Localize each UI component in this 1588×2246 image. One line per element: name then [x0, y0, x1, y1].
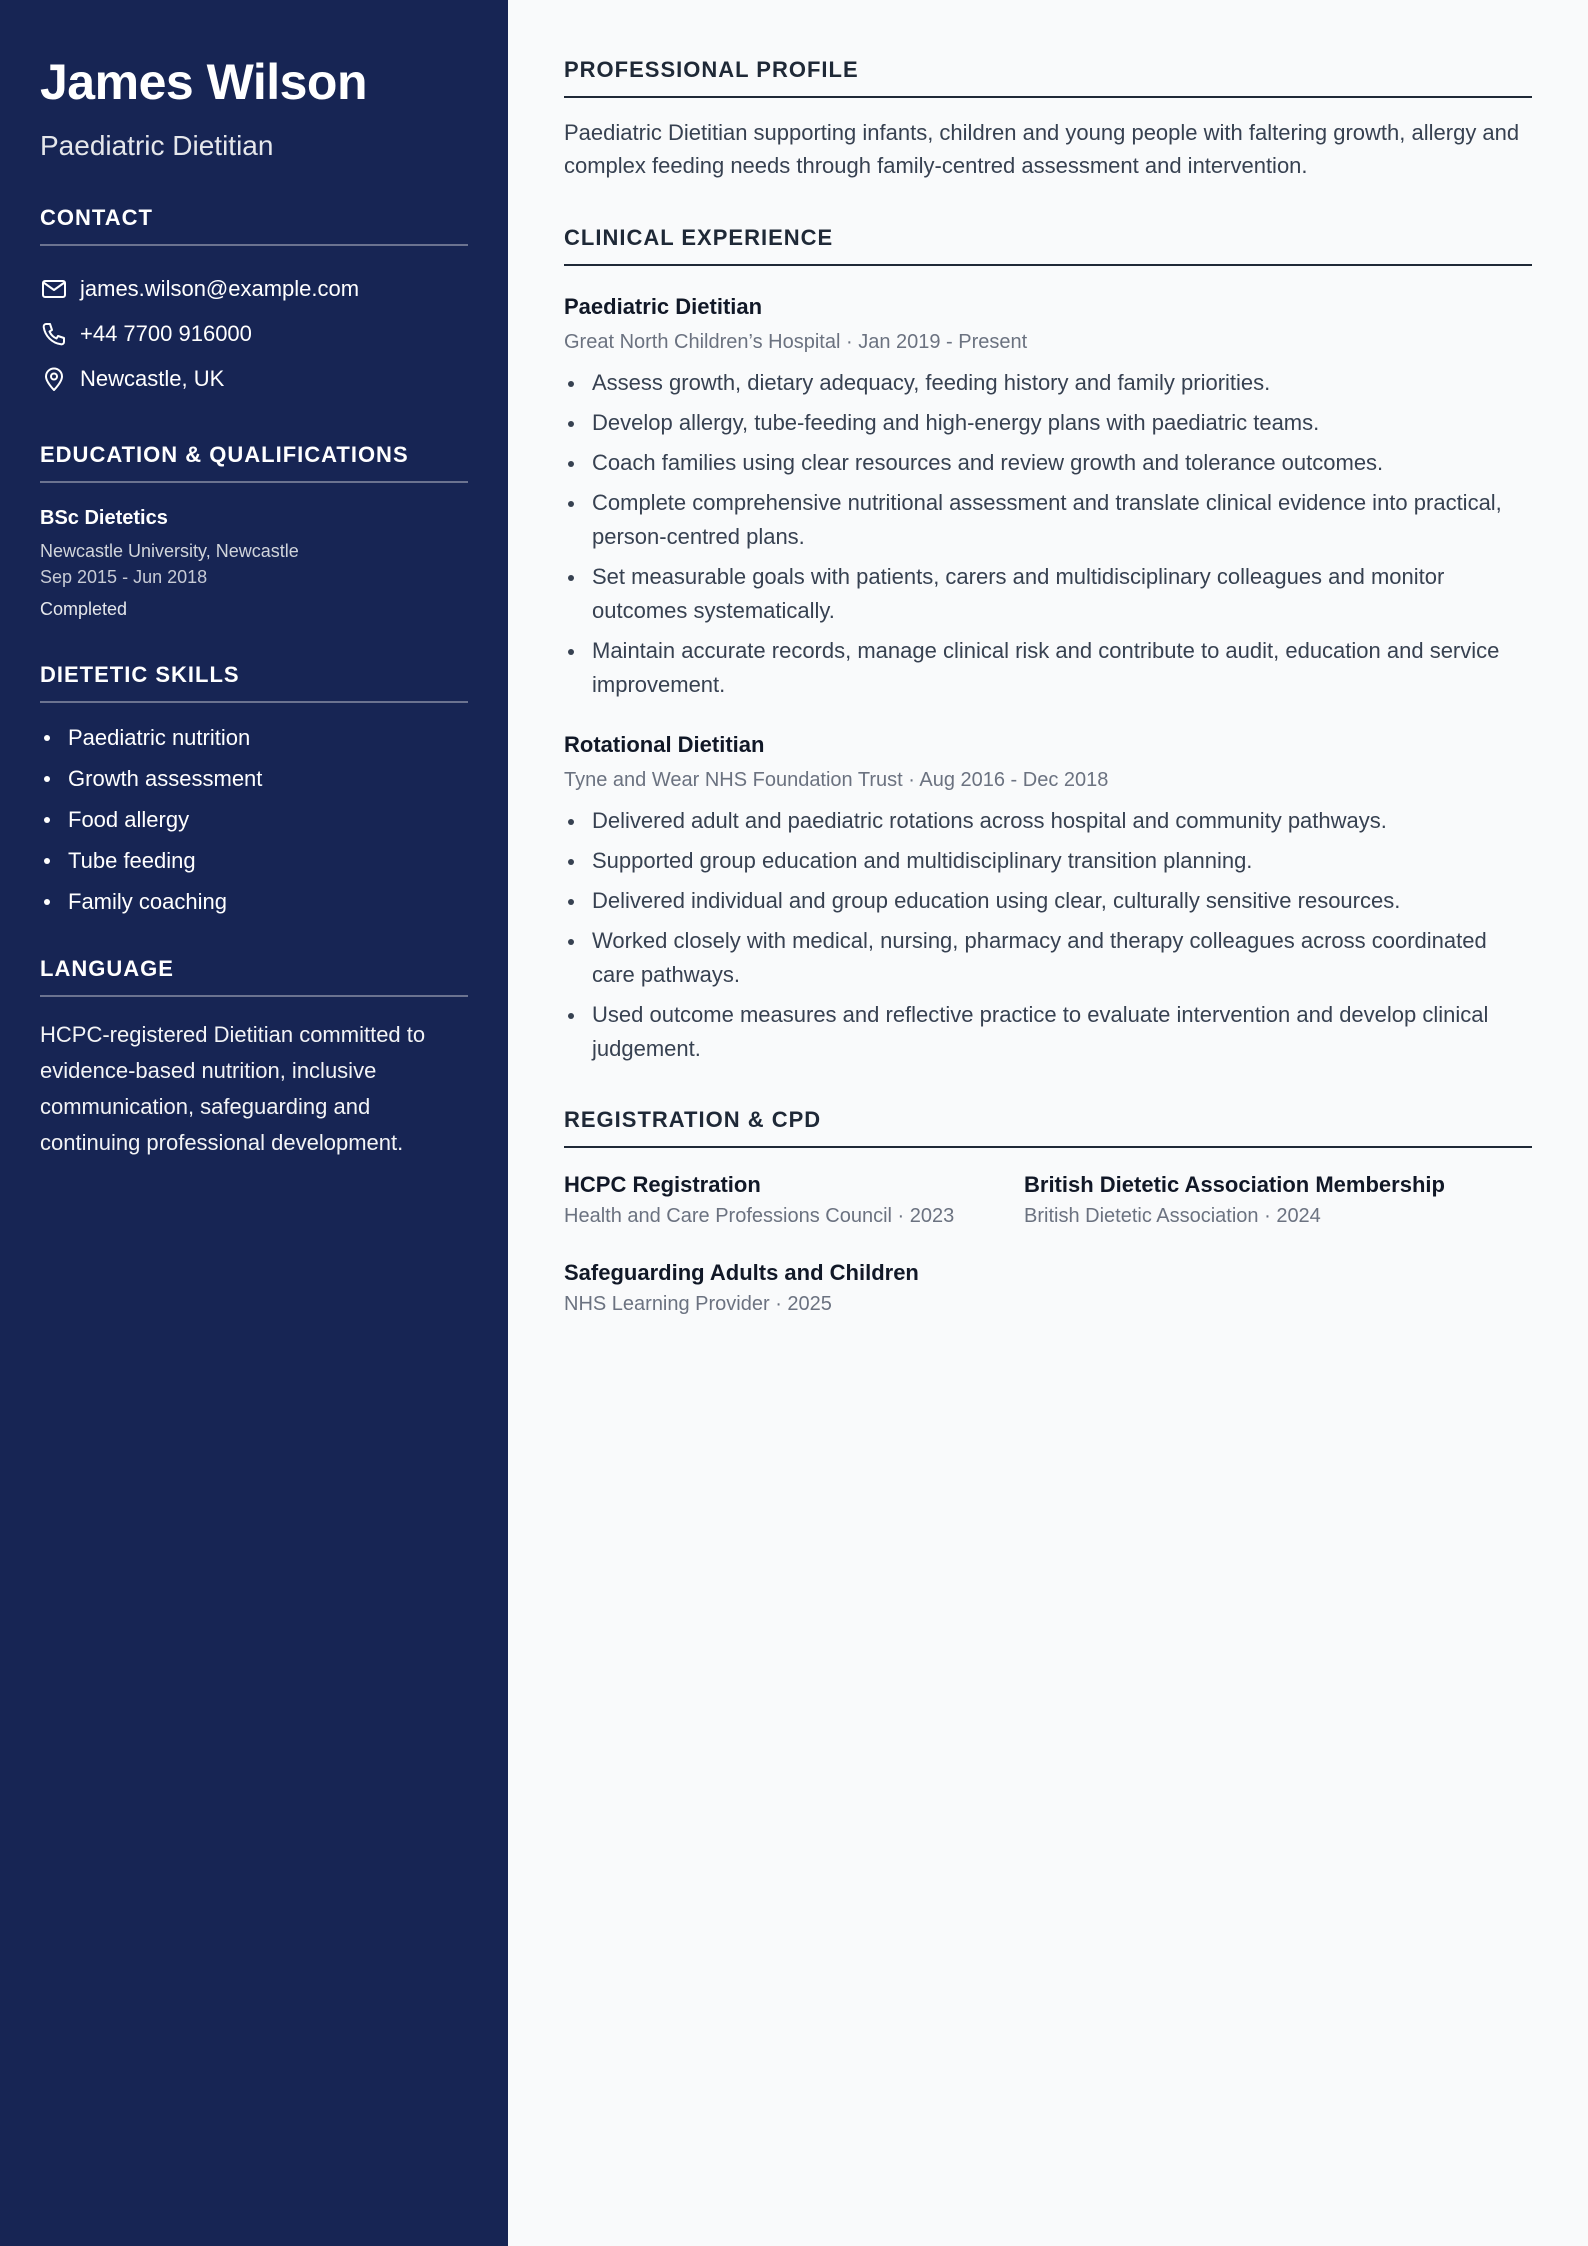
skills-list: [40, 723, 468, 917]
registration-item: [564, 1170, 1024, 1230]
education-status: Completed: [40, 599, 128, 619]
education-degree: BSc Dietetics: [40, 507, 168, 529]
skill-item: Growth assessment: [40, 764, 468, 794]
job-bullet: Coach families using clear resources and review growth and tolerance outcomes.: [564, 446, 1532, 480]
registration-title: Safeguarding Adults and Children: [564, 1260, 919, 1285]
job-bullet: Supported group education and multidisciplinary transition planning.: [564, 844, 1532, 878]
language-heading: LANGUAGE: [40, 955, 468, 997]
registration-title: British Dietetic Association Membership: [1024, 1172, 1445, 1197]
profile-text: Paediatric Dietitian supporting infants, children and young people with faltering growth, allergy and complex feeding needs through family-centred assessment and intervention.: [564, 120, 1520, 178]
phone-text: +44 7700 916000: [80, 320, 252, 346]
contact-email[interactable]: [40, 266, 468, 311]
registration-item: [1024, 1170, 1484, 1230]
skill-item: Family coaching: [40, 887, 468, 917]
language-text: HCPC-registered Dietitian committed to evidence-based nutrition, inclusive communication, safeguarding and continuing professional development.: [40, 1022, 426, 1155]
skills-heading: DIETETIC SKILLS: [40, 661, 468, 703]
job-entry-title: Rotational Dietitian: [564, 732, 765, 757]
job-bullet: Set measurable goals with patients, carers and multidisciplinary colleagues and monitor outcomes systematically.: [564, 560, 1532, 628]
location-text: Newcastle, UK: [80, 365, 225, 391]
contact-phone[interactable]: [40, 311, 468, 356]
job-title: Paediatric Dietitian: [40, 130, 274, 161]
job-entry-meta: Tyne and Wear NHS Foundation Trust · Aug 2016 - Dec 2018: [564, 769, 1109, 791]
skill-item: Tube feeding: [40, 846, 468, 876]
sidebar: [0, 0, 508, 2246]
location-pin-icon: [40, 365, 68, 393]
job-bullet: Assess growth, dietary adequacy, feeding history and family priorities.: [564, 366, 1532, 400]
job-bullet: Maintain accurate records, manage clinical risk and contribute to audit, education and service improvement.: [564, 634, 1532, 702]
registration-grid: [564, 1170, 1532, 1318]
registration-heading: REGISTRATION & CPD: [564, 1106, 1532, 1148]
contact-list: [40, 266, 468, 401]
registration-meta: NHS Learning Provider · 2025: [564, 1293, 832, 1315]
experience-heading: CLINICAL EXPERIENCE: [564, 224, 1532, 266]
registration-meta: Health and Care Professions Council · 2023: [564, 1205, 955, 1227]
job-bullet: Develop allergy, tube-feeding and high-energy plans with paediatric teams.: [564, 406, 1532, 440]
job-bullet: Complete comprehensive nutritional assessment and translate clinical evidence into practical, person-centred plans.: [564, 486, 1532, 554]
job-bullet: Delivered adult and paediatric rotations across hospital and community pathways.: [564, 804, 1532, 838]
skill-item: Food allergy: [40, 805, 468, 835]
job-bullets: [564, 366, 1532, 702]
job-entry-title: Paediatric Dietitian: [564, 294, 763, 319]
profile-heading: PROFESSIONAL PROFILE: [564, 56, 1532, 98]
education-school: Newcastle University, Newcastle: [40, 541, 299, 561]
job-bullet: Delivered individual and group education using clear, culturally sensitive resources.: [564, 884, 1532, 918]
phone-icon: [40, 320, 68, 348]
main-content: [564, 56, 1532, 1318]
registration-title: HCPC Registration: [564, 1172, 761, 1197]
registration-item: [564, 1258, 1024, 1318]
job-bullets: [564, 804, 1532, 1066]
mail-icon: [40, 275, 68, 303]
contact-location: [40, 356, 468, 401]
registration-meta: British Dietetic Association · 2024: [1024, 1205, 1321, 1227]
contact-heading: CONTACT: [40, 204, 468, 246]
education-dates: Sep 2015 - Jun 2018: [40, 567, 208, 587]
candidate-name: James Wilson: [40, 54, 368, 110]
email-text: james.wilson@example.com: [80, 275, 360, 301]
job-bullet: Worked closely with medical, nursing, pharmacy and therapy colleagues across coordinated care pathways.: [564, 924, 1532, 992]
skill-item: Paediatric nutrition: [40, 723, 468, 753]
job-entry: [564, 730, 1532, 1066]
job-entry-meta: Great North Children’s Hospital · Jan 2019 - Present: [564, 331, 1028, 353]
education-heading: EDUCATION & QUALIFICATIONS: [40, 441, 468, 483]
job-bullet: Used outcome measures and reflective practice to evaluate intervention and develop clinical judgement.: [564, 998, 1532, 1066]
job-entry: [564, 292, 1532, 702]
